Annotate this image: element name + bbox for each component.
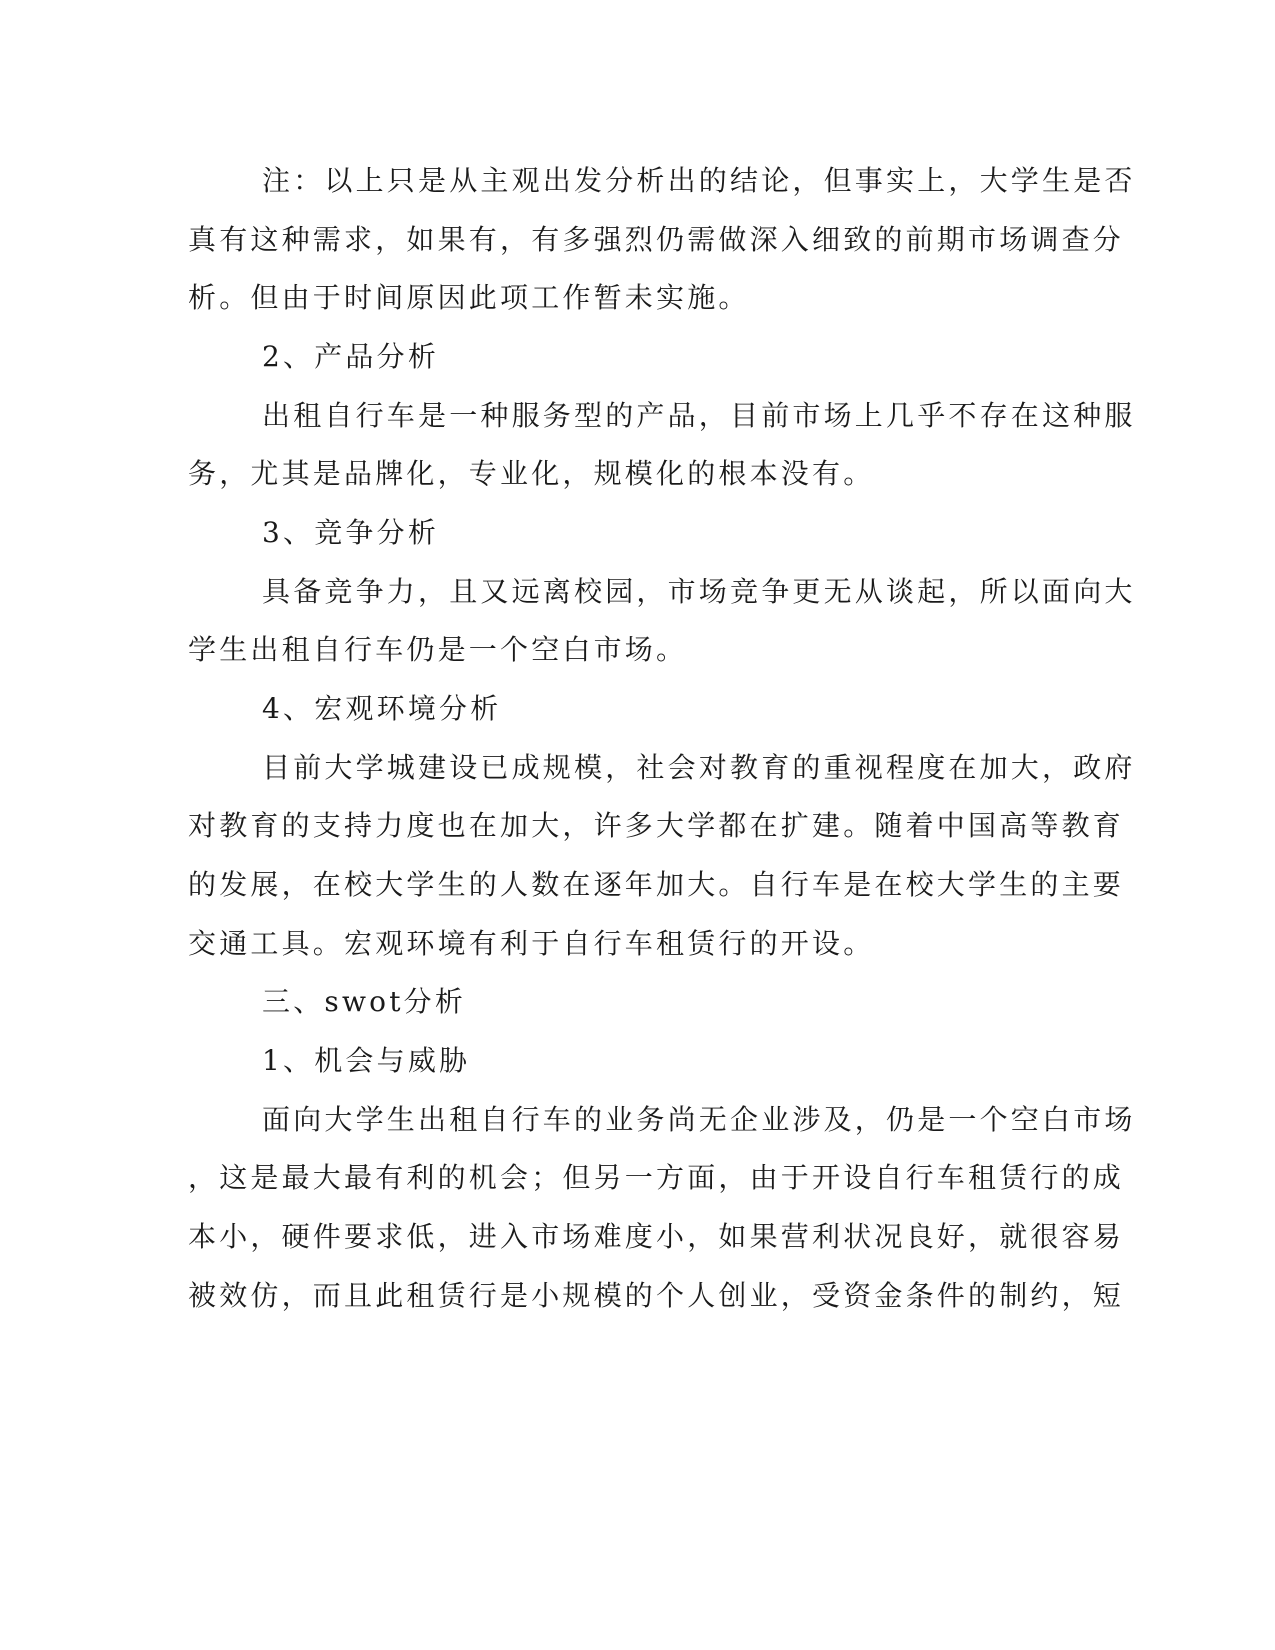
text-line: 务，尤其是品牌化，专业化，规模化的根本没有。 <box>188 457 875 490</box>
text-line: ，这是最大最有利的机会；但另一方面，由于开设自行车租赁行的成 <box>188 1161 1125 1194</box>
text-line: 出租自行车是一种服务型的产品，目前市场上几乎不存在这种服 <box>262 399 1136 432</box>
text-line: 对教育的支持力度也在加大，许多大学都在扩建。随着中国高等教育 <box>188 809 1125 842</box>
text-line: 本小，硬件要求低，进入市场难度小，如果营利状况良好，就很容易 <box>188 1220 1125 1253</box>
text-line: 注：以上只是从主观出发分析出的结论，但事实上，大学生是否 <box>262 164 1136 197</box>
text-line: 交通工具。宏观环境有利于自行车租赁行的开设。 <box>188 927 875 960</box>
section-heading: 三、swot分析 <box>262 985 467 1018</box>
section-heading: 2、产品分析 <box>262 340 440 373</box>
text-line: 面向大学生出租自行车的业务尚无企业涉及，仍是一个空白市场 <box>262 1103 1136 1136</box>
section-heading: 1、机会与威胁 <box>262 1044 471 1077</box>
section-heading: 3、竞争分析 <box>262 516 440 549</box>
text-line: 的发展，在校大学生的人数在逐年加大。自行车是在校大学生的主要 <box>188 868 1125 901</box>
text-line: 学生出租自行车仍是一个空白市场。 <box>188 633 688 666</box>
text-line: 析。但由于时间原因此项工作暂未实施。 <box>188 281 750 314</box>
text-line: 具备竞争力，且又远离校园，市场竞争更无从谈起，所以面向大 <box>262 575 1136 608</box>
text-line: 目前大学城建设已成规模，社会对教育的重视程度在加大，政府 <box>262 751 1136 784</box>
section-heading: 4、宏观环境分析 <box>262 692 502 725</box>
text-line: 真有这种需求，如果有，有多强烈仍需做深入细致的前期市场调查分 <box>188 223 1125 256</box>
text-line: 被效仿，而且此租赁行是小规模的个人创业，受资金条件的制约，短 <box>188 1279 1125 1312</box>
